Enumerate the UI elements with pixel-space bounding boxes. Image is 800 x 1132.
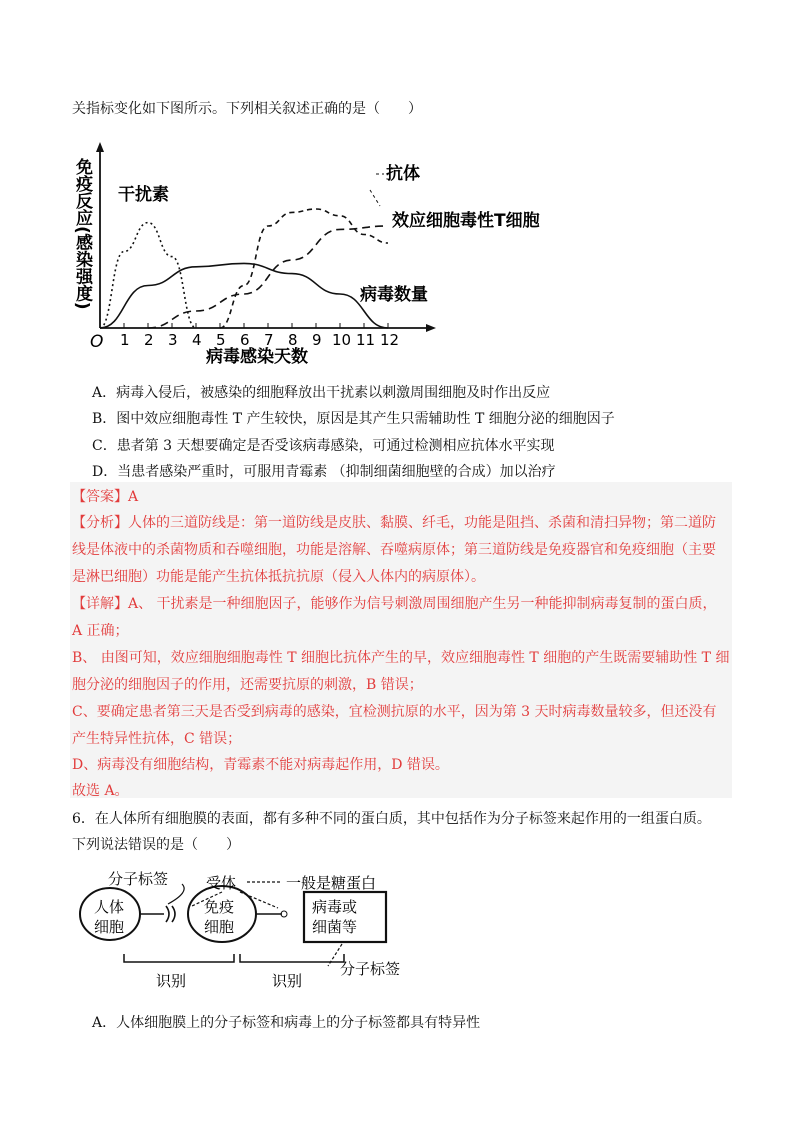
detail-line-3: B、 由图可知，效应细胞细胞毒性 T 细胞比抗体产生的早，效应细胞毒性 T 细胞的产生既需要辅助性 T 细 [72,650,730,666]
detail-line-5: C、要确定患者第三天是否受到病毒的感染，宜检测抗原的水平，因为第 3 天时病毒数量较多，但还没有 [72,704,717,720]
x-tick-label: 12 [380,331,400,349]
x-tick-label: 1 [120,331,130,349]
x-tick-label: 8 [288,331,298,349]
human-cell-label-1: 人体 [94,898,125,916]
x-tick-label: 6 [240,331,250,349]
effector-pointer [370,190,380,206]
x-tick-label: 2 [144,331,154,349]
receptor-arrow-2 [240,892,278,908]
x-tick-label: 3 [168,331,178,349]
question6-stem-1: 6．在人体所有细胞膜的表面，都有多种不同的蛋白质，其中包括作为分子标签来起作用的一组蛋白质。 [72,811,711,827]
tag-bottom-label: 分子标签 [340,960,401,978]
pathogen-label-2: 细菌等 [312,918,358,936]
origin-label: O [90,332,104,352]
detail-line-7: D、病毒没有细胞结构，青霉素不能对病毒起作用，D 错误。 [72,757,449,773]
x-tick-label: 7 [264,331,274,349]
option-b: B．图中效应细胞毒性 T 产生较快，原因是其产生只需辅助性 T 细胞分泌的细胞因子 [92,411,615,427]
x-tick-label: 5 [216,331,226,349]
interferon-curve [100,223,196,328]
x-ticks [120,323,399,349]
option-d: D．当患者感染严重时，可服用青霉素 （抑制细菌细胞壁的合成）加以治疗 [92,464,556,480]
immune-response-chart [68,140,540,370]
human-cell-label-2: 细胞 [94,918,125,936]
question-stem: 关指标变化如下图所示。下列相关叙述正确的是（ ） [72,101,422,117]
y-axis-arrow [96,142,104,152]
answer-line: 【答案】A [72,489,139,505]
x-axis-label: 病毒感染天数 [206,347,308,367]
analysis-line-1: 【分析】人体的三道防线是：第一道防线是皮肤、黏膜、纤毛，功能是阻挡、杀菌和清扫异物；第二道防 [72,515,716,531]
virus-curve [100,263,388,328]
x-tick-label: 4 [192,331,202,349]
recog-label-1: 识别 [156,972,187,990]
tag-top-arrow [168,884,184,904]
analysis-line-2: 线是体液中的杀菌物质和吞噬细胞，功能是溶解、吞噬病原体；第三道防线是免疫器官和免疫细胞（主要 [72,542,716,558]
receptor-shape-1 [166,906,175,922]
x-tick-label: 11 [356,331,376,349]
receptor-label: 受体 [206,874,237,892]
option-c: C．患者第 3 天想要确定是否受该病毒感染，可通过检测相应抗体水平实现 [92,438,555,454]
tag-top-label: 分子标签 [108,870,169,888]
q6-option-a: A．人体细胞膜上的分子标签和病毒上的分子标签都具有特异性 [92,1015,481,1031]
antibody-label: 抗体 [386,164,420,184]
detail-line-6: 产生特异性抗体，C 错误； [72,731,242,747]
x-axis-arrow [426,324,436,332]
molecular-tag-diagram [72,862,452,1002]
x-tick-label: 10 [332,331,352,349]
immune-cell-label-2: 细胞 [204,918,235,936]
detail-line-2: A 正确； [72,623,129,639]
virus-label: 病毒数量 [360,285,428,305]
recog-brace-2 [240,954,344,962]
detail-line-1: 【详解】A、 干扰素是一种细胞因子，能够作为信号刺激周围细胞产生另一种能抑制病毒复制的蛋白质， [72,596,717,612]
detail-line-4: 胞分泌的细胞因子的作用，还需要抗原的刺激，B 错误； [72,677,423,693]
x-tick-label: 9 [312,331,322,349]
y-axis-label: 免疫反应(感染强度) [72,158,92,310]
recog-brace-1 [124,954,234,962]
analysis-line-3: 是淋巴细胞）功能是能产生抗体抵抗抗原（侵入人体内的病原体）。 [72,569,485,585]
immune-cell-label-1: 免疫 [204,898,235,916]
effector-label: 效应细胞毒性T细胞 [392,211,540,231]
pathogen-label-1: 病毒或 [312,898,358,916]
detail-line-8: 故选 A。 [72,783,129,799]
question6-stem-2: 下列说法错误的是（ ） [72,837,240,853]
antibody-curve [148,226,388,328]
interferon-label: 干扰素 [118,185,169,205]
option-a: A．病毒入侵后，被感染的细胞释放出干扰素以刺激周围细胞及时作出反应 [92,385,551,401]
recog-label-2: 识别 [272,972,303,990]
glyco-label: 一般是糖蛋白 [286,874,377,892]
